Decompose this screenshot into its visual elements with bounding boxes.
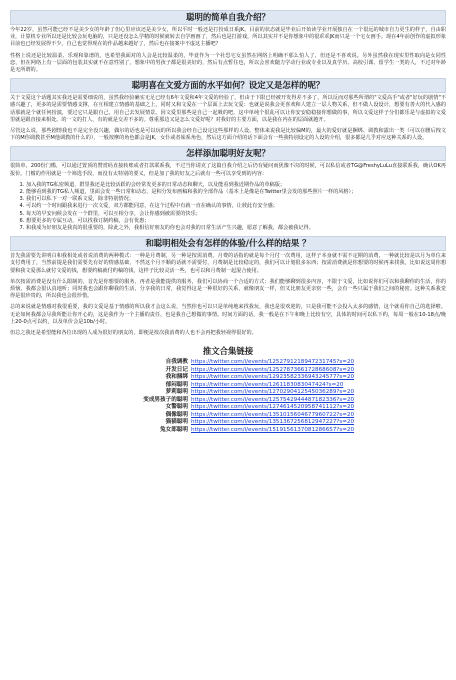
link-label: 郁闷聪明 <box>165 381 188 388</box>
link-row <box>78 359 378 367</box>
link-url[interactable]: https://twitter.com/i/events/1270290412545036289?s=20 <box>191 389 355 396</box>
link-label: 萝莉聪明 <box>165 389 188 396</box>
paragraph: 很简单，200份门槛，可以通过置顶的赞赏码直接转账或者打款联系我，不过当你请克了这篇自我介绍之后仍有疑问而犹豫不决的时候，可以私信或者TG@FreshyLuLu直接联系我，确认OK再报价。门槛的作用就是一个筛选手段，而没有太特别的要义，但是加了我的好友之后就有一些可以享受到的内容： <box>10 163 446 177</box>
benefits-list <box>10 182 446 232</box>
link-label: 猫猫聪明 <box>165 419 188 426</box>
links-title: 推文合集链接 <box>202 346 254 357</box>
link-url[interactable]: https://twitter.com/i/events/1351367256812947227?s=20 <box>191 419 355 426</box>
link-url[interactable]: https://twitter.com/i/events/1519156137081286657?s=20 <box>191 426 355 433</box>
list-item: 4. 可以约一个时间跟我来进行一次文爱，双方都能同意，在这个过程中有就一直在确认的事情，让彼此有安全感； <box>26 203 446 210</box>
paragraph: 首先我需要先讲明白和我相处或者说消费的两种模式：一种是月费制，另一种是按需消费。月费的话指的就是每个月付一次费用，这样子本身就不需不定期的消费，一种就比较是以月为单位来支付费用了，当然前提是我们需要先有好的情感基础，不然这个月不顺的话就不需要付，月费制是比较稳定的，我们可以计划很多东西；按需消费就是你想要的时候再来找我，比如说这周你想要和我文爱那么就付文爱的钱，想要约稿就付约稿的钱，这样子比较灵活一些，也可以和月费制一起混合使用。 <box>10 253 446 274</box>
link-label: 我和捆绑 <box>165 374 188 381</box>
link-label: 兔女郎聪明 <box>160 426 188 433</box>
links-list <box>78 359 378 434</box>
section-title: 和聪明相处会有怎样的体验/什么样的结果 ？ <box>10 236 446 251</box>
link-url[interactable]: https://twitter.com/i/events/1261183083047424?s=20 <box>191 381 344 388</box>
link-row <box>78 389 378 397</box>
link-url[interactable]: https://twitter.com/i/events/1292358233694324577?s=20 <box>191 374 355 381</box>
document-page <box>10 0 446 434</box>
link-row <box>78 427 378 435</box>
section-title: 怎样添加聪明好友呢？ <box>10 146 446 161</box>
section-title: 聪明的简单自我介绍？ <box>10 10 446 25</box>
paragraph: 但总之我还是希望能和各位出现的人成为很好的朋友的，即便是按次我消费的人也不会再把我轻视得很好的。 <box>10 330 257 337</box>
link-url[interactable]: https://twitter.com/i/events/1351015604677960722?s=20 <box>191 411 355 418</box>
paragraph: 性格上说还是比较温柔、乐观和靠谱的，也希望我面对的人会是比较温柔的，毕竟作为一个社恐宅女虽然在网络上明确不那么怕人了，但还是不喜欢说。另外虽然我在现实里性取向是女同性恋，但在网络上有一层面的包装其实就不在意性别了，想象中的男孩子都是很美好的，然后有点暂住也，所以会喜欢随力学动行业或专业以及真学历、高校引课、留学生一类的人，不过对年龄是无所谓的。 <box>10 52 446 74</box>
link-row <box>78 419 378 427</box>
link-label: 偶像聪明 <box>165 411 188 418</box>
link-label: 女警聪明 <box>165 404 188 411</box>
paragraph: 总的来说就是情感对我很重要，我的文爱是基于情感的所以我才会这么说，当然你也可以只是单纯地来找我玩，我也是很欢迎的，只是我可能不会投入太多的感情，这个就看你自己的选择啦。无论如何我都会尽我所能让你开心的，这是我作为一个主播的责任，也是我自己想做的事情。时间方面的话，我一般是在下午和晚上比较有空，具体的时间可以私下约，每周一般在10-18点/晚上20-0点可以约，以及单价会是10b/小时。 <box>10 304 446 325</box>
list-item: 5. 每天的早安问候会发在一个群里，可以互相分享，会让你感到被需要的快乐； <box>26 211 446 218</box>
link-url[interactable]: https://twitter.com/i/events/1274614520958741112?s=20 <box>191 404 355 411</box>
link-row <box>78 374 378 382</box>
link-label: 开发日记 <box>165 366 188 373</box>
link-row <box>78 397 378 405</box>
list-item: 3. 我们可以私下一对一联系文爱，除非特别情况； <box>26 196 446 203</box>
paragraph: 单次按需消费是没有什么限制的，首先是你想要的服务，再者是我能提供的服务，我们可以协商一个合适的方式；我们能够聊到很多内容，不限于文爱，比如说你们可以和我聊你的生活，你的烦恼，我都会很认真地听；同时我也会跟你聊我的生活，分享我的日常，我觉得这是一种很好的关系，就像朋友一样，但又比朋友更亲密一些，会有一些只属于我们之间的秘密。这种关系我觉得是很珍贵的，所以我也会很珍惜。 <box>10 278 446 300</box>
list-item: 2. 能够看到我的TG私人频道，里面会发一些日常和动态，是积分发布画稿和我的全部作品（基本上是像是在Twitter里会发的那些照片一样的风格）； <box>26 189 446 196</box>
list-item: 6. 想要更多的专属互动，可以找我订制约稿，会有优惠； <box>26 218 446 225</box>
list-item: 1. 加入我的TG私密频道，群里我还是比较活跃的会经常发更多的日常动态和聊天，以及能看到我近期作品的草稿版； <box>26 182 446 189</box>
list-item: 7. 和我成为好朋友是我真的很重要的，除此之外，我相信好朋友的你也会对我的日常生活产生兴趣，愿意了解我，都会被我记得。 <box>26 225 446 232</box>
link-url[interactable]: https://twitter.com/i/events/1252787366172868608?s=20 <box>191 366 355 373</box>
link-row <box>78 367 378 375</box>
link-row <box>78 382 378 390</box>
link-row <box>78 412 378 420</box>
paragraph: 尽管这么说，那些剧情我也不是完全没兴趣，偶尔的话也是可以玩的所以我会经自己设定这些那样的人设。整体来说我是比较偏M的，最大的爱好就是捆绑、调教和露出一类（可以在腰后拽文下的M你调教甚至M他调教的什么的），一般按摩的角色都会是JK，女仆或者妹系角色，然后这方面介绍的话下面会有一些我特别设定的人设的介绍，很多都是几乎对应这种关系的人设。 <box>10 128 446 142</box>
link-label: 变成男孩子的聪明 <box>143 396 188 403</box>
link-row <box>78 404 378 412</box>
paragraph: 今年22岁，虽然可能已经不是美少女的年龄了但心里应该还是美少女，所以平时一般还是打扮成日系JK。目前的状态就是毕业后开始读学业开展独自在一个很远的城市自力更生的样子，自由职业，计算机专业所以还是比较会玩电脑的，只是还没怎么学精的时候就转去自学画画了，然后也是打游戏，所以其实并不是你想象中的很乖乖JK而只是一个宅女画手。现在4年前创作的虚拟形象目前也已经发展得不少，自己也觉得现在的作品越来越好了，然后也在接案中不虚这主播吧？ <box>10 27 446 48</box>
link-url[interactable]: https://twitter.com/i/events/1252791218947231745?s=20 <box>191 359 355 366</box>
section-title: 聪明喜在文爱方面的水平如何？设定又是怎样的呢？ <box>10 78 446 93</box>
paragraph: 关于文爱这个话题其实我还是需要细说的，虽然我经验确实无足已经有6年文爱和4年文爱的经验了，但由于下限已经被开发得差不多了，所以反而对那些所谓的"文爱高手"或者"好玩的剧情"不感兴趣了，更多的是需要情感支撑，在互相建立情感的基础之上，同时又和文爱在一个层面上去玩文爱：也就是说我会更喜欢和人建立一层人物关系，但不做人设设计，想要有善大的代入感的话那就是个就任何扮演，要过它只是跟自己，用自己去发展情景。因文爱里那些是自己一起吸的吧。这中单纯个很乱可以让你安安稳稳接你想做的事，所以文爱这样子分们都乐是与虚拟的文爱里就是跟直接来相处。的一文的打人，有的就是交差不多的。尊重那边又是怎么文爱好呢？对我好的主要方面，以是我在内在的层面就越开。 <box>10 95 446 123</box>
link-label: 自我调教 <box>165 359 188 366</box>
link-url[interactable]: https://twitter.com/i/events/1257542944487182336?s=20 <box>191 396 355 403</box>
